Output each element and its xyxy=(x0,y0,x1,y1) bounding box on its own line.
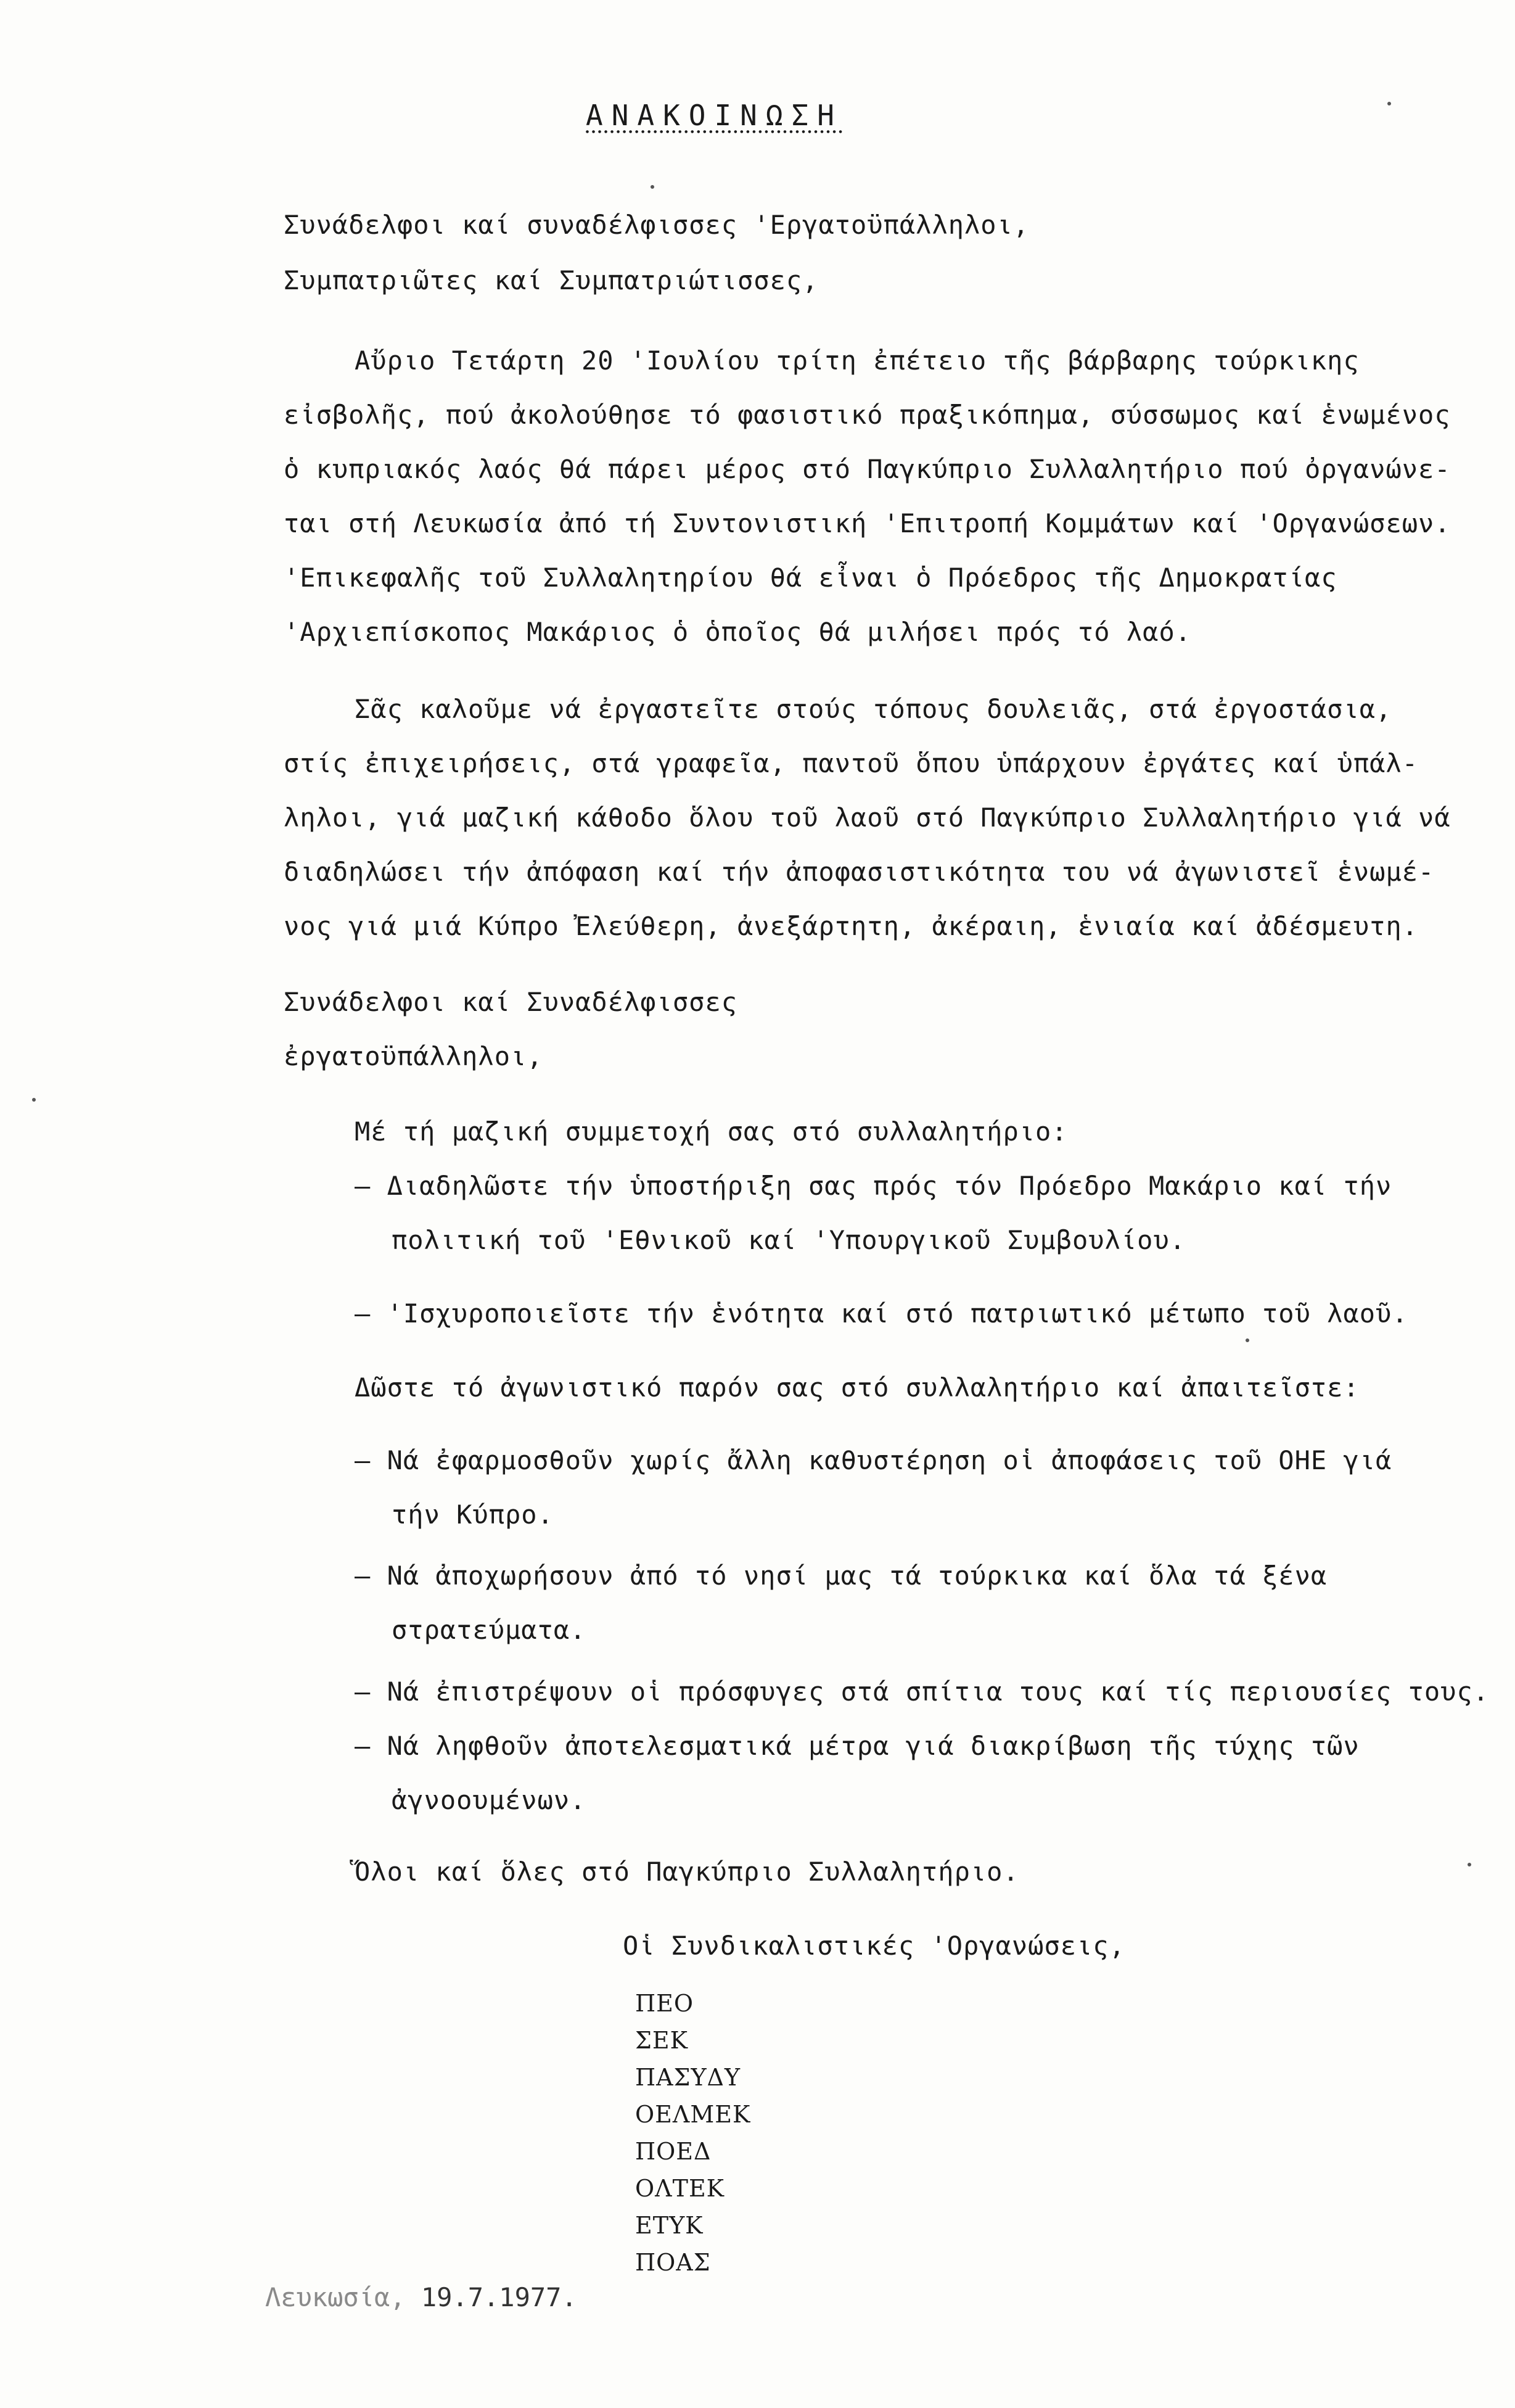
paragraph-2-line: νος γιά μιά Κύπρο Ἐλεύθερη, ἀνεξάρτητη, ἀκέραιη, ἑνιαία καί ἀδέσμευτη. xyxy=(284,911,1419,941)
organization-name: ΟΕΛΜΕΚ xyxy=(635,2101,751,2128)
demand-intro: Δῶστε τό ἀγωνιστικό παρόν σας στό συλλαλητήριο καί ἀπαιτεῖστε: xyxy=(355,1372,1360,1403)
paragraph-2-line: ληλοι, γιά μαζική κάθοδο ὅλου τοῦ λαοῦ στό Παγκύπριο Συλλαλητήριο γιά νά xyxy=(284,802,1451,833)
greeting-line-1: Συνάδελφοι καί συναδέλφισσες 'Εργατοϋπάλληλοι, xyxy=(284,210,1030,240)
demand-item: – Νά ἀποχωρήσουν ἀπό τό νησί μας τά τούρκικα καί ὅλα τά ξένα xyxy=(355,1561,1328,1591)
paragraph-2-line: στίς ἐπιχειρήσεις, στά γραφεῖα, παντοῦ ὅπου ὑπάρχουν ἐργάτες καί ὑπάλ- xyxy=(284,748,1419,778)
paragraph-1-line: 'Επικεφαλῆς τοῦ Συλλαλητηρίου θά εἶναι ὁ Πρόεδρος τῆς Δημοκρατίας xyxy=(284,563,1337,593)
demand-item: στρατεύματα. xyxy=(392,1615,586,1645)
paragraph-1-line: εἰσβολῆς, πού ἀκολούθησε τό φασιστικό πραξικόπημα, σύσσωμος καί ἑνωμένος xyxy=(284,400,1451,430)
paragraph-1-line: ται στή Λευκωσία ἀπό τή Συντονιστική 'Επιτροπή Κομμάτων καί 'Οργανώσεων. xyxy=(284,508,1451,538)
organization-name: ΕΤΥΚ xyxy=(635,2212,704,2239)
demonstrate-item: πολιτική τοῦ 'Εθνικοῦ καί 'Υπουργικοῦ Συμβουλίου. xyxy=(392,1225,1186,1255)
paragraph-1-line: ὁ κυπριακός λαός θά πάρει μέρος στό Παγκύπριο Συλλαλητήριο πού ὀργανώνε- xyxy=(284,454,1451,484)
signature-line: Οἱ Συνδικαλιστικές 'Οργανώσεις, xyxy=(623,1931,1125,1961)
demand-item: – Νά ληφθοῦν ἀποτελεσματικά μέτρα γιά διακρίβωση τῆς τύχης τῶν xyxy=(355,1731,1360,1761)
demand-item: – Νά ἐφαρμοσθοῦν χωρίς ἄλλη καθυστέρηση οἱ ἀποφάσεις τοῦ ΟΗΕ γιά xyxy=(355,1445,1392,1475)
address-line-2: ἐργατοϋπάλληλοι, xyxy=(284,1041,543,1071)
organization-name: ΠΟΑΣ xyxy=(635,2249,711,2276)
paragraph-1-line: 'Αρχιεπίσκοπος Μακάριος ὁ ὁποῖος θά μιλήσει πρός τό λαό. xyxy=(284,617,1192,647)
organization-name: ΠΟΕΔ xyxy=(635,2138,712,2165)
document-title: ΑΝΑΚΟΙΝΩΣΗ xyxy=(586,99,843,132)
paragraph-1-line: Αὔριο Τετάρτη 20 'Ιουλίου τρίτη ἐπέτειο τῆς βάρβαρης τούρκικης xyxy=(355,345,1360,376)
paragraph-2-line: διαδηλώσει τήν ἀπόφαση καί τήν ἀποφασιστικότητα του νά ἀγωνιστεῖ ἑνωμέ- xyxy=(284,857,1435,887)
document-date xyxy=(265,2282,577,2312)
demand-item: – Νά ἐπιστρέψουν οἱ πρόσφυγες στά σπίτια τους καί τίς περιουσίες τους. xyxy=(355,1676,1490,1707)
organization-name: ΠΑΣΥΔΥ xyxy=(635,2064,741,2091)
paragraph-2-line: Σᾶς καλοῦμε νά ἐργαστεῖτε στούς τόπους δουλειᾶς, στά ἐργοστάσια, xyxy=(355,694,1392,724)
organization-name: ΣΕΚ xyxy=(635,2027,688,2054)
date-place: Λευκωσία, xyxy=(265,2282,406,2312)
address-line-1: Συνάδελφοι καί Συναδέλφισσες xyxy=(284,987,738,1017)
demand-item: τήν Κύπρο. xyxy=(392,1499,554,1530)
closing-line: Ὅλοι καί ὅλες στό Παγκύπριο Συλλαλητήριο. xyxy=(355,1857,1019,1887)
demonstrate-item: – Διαδηλῶστε τήν ὑποστήριξη σας πρός τόν Πρόεδρο Μακάριο καί τήν xyxy=(355,1171,1392,1201)
scan-speck xyxy=(1246,1338,1249,1342)
demand-item: ἀγνοουμένων. xyxy=(392,1785,586,1815)
scan-speck xyxy=(1468,1863,1471,1866)
call-intro: Μέ τή μαζική συμμετοχή σας στό συλλαλητήριο: xyxy=(355,1116,1068,1147)
date-value: 19.7.1977. xyxy=(421,2282,577,2312)
scan-speck xyxy=(32,1098,36,1102)
demonstrate-item: – 'Ισχυροποιεῖστε τήν ἑνότητα καί στό πατριωτικό μέτωπο τοῦ λαοῦ. xyxy=(355,1298,1408,1329)
scan-speck xyxy=(1387,102,1391,105)
greeting-line-2: Συμπατριῶτες καί Συμπατριώτισσες, xyxy=(284,265,819,295)
organization-name: ΟΛΤΕΚ xyxy=(635,2175,725,2202)
scan-speck xyxy=(651,185,654,189)
organization-name: ΠΕΟ xyxy=(635,1990,694,2017)
